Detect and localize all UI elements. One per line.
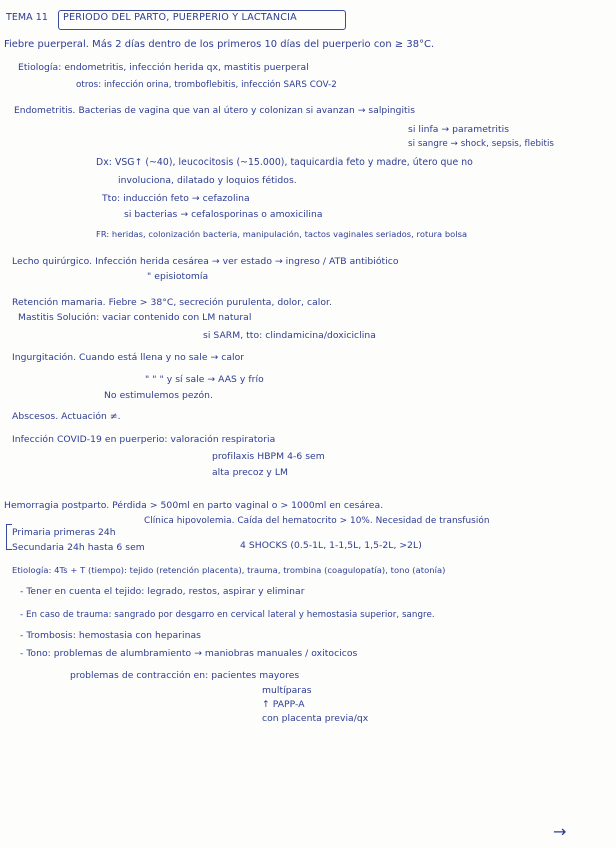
text-line: - Trombosis: hemostasia con heparinas (20, 630, 201, 641)
text-line: multíparas (262, 685, 312, 696)
text-line: Retención mamaria. Fiebre > 38°C, secreción purulenta, dolor, calor. (12, 297, 332, 308)
text-line: Etiología: endometritis, infección herida qx, mastitis puerperal (18, 62, 309, 73)
text-line: Endometritis. Bacterias de vagina que van al útero y colonizan si avanzan → salpingitis (14, 106, 416, 116)
tema-label: TEMA 11 (6, 12, 48, 23)
text-line: Tto: inducción feto → cefazolina (102, 193, 250, 204)
text-line: Ingurgitación. Cuando está llena y no sale → calor (12, 352, 245, 363)
text-line: Hemorragia postparto. Pérdida > 500ml en parto vaginal o > 1000ml en cesárea. (4, 500, 384, 511)
next-page-arrow-icon: → (553, 822, 567, 841)
text-line: Fiebre puerperal. Más 2 días dentro de los primeros 10 días del puerperio con ≥ 38°C. (4, 39, 435, 50)
text-line: 4 SHOCKS (0.5-1L, 1-1,5L, 1,5-2L, >2L) (240, 540, 422, 551)
text-line: - En caso de trauma: sangrado por desgarro en cervical lateral y hemostasia superior, sangre. (20, 610, 435, 620)
text-line: " episiotomía (147, 271, 209, 282)
text-line: si sangre → shock, sepsis, flebitis (408, 139, 554, 149)
text-line: " " " y sí sale → AAS y frío (145, 374, 264, 385)
text-line: Abscesos. Actuación ≠. (12, 411, 121, 422)
text-line: si SARM, tto: clindamicina/doxiciclina (203, 330, 376, 341)
text-line: Mastitis Solución: vaciar contenido con LM natural (18, 312, 252, 323)
text-line: con placenta previa/qx (262, 713, 369, 724)
text-line: - Tono: problemas de alumbramiento → maniobras manuales / oxitocicos (20, 648, 358, 659)
text-line: alta precoz y LM (212, 467, 289, 478)
text-line: si linfa → parametritis (408, 124, 510, 135)
text-line: No estimulemos pezón. (104, 390, 213, 401)
text-line: otros: infección orina, tromboflebitis, infección SARS COV-2 (76, 80, 337, 90)
text-line: Secundaria 24h hasta 6 sem (12, 542, 145, 553)
text-line: Lecho quirúrgico. Infección herida cesárea → ver estado → ingreso / ATB antibiótico (12, 256, 399, 267)
text-line: ↑ PAPP-A (262, 699, 305, 710)
text-line: Clínica hipovolemia. Caída del hematocrito > 10%. Necesidad de transfusión (144, 516, 490, 526)
text-line: si bacterias → cefalosporinas o amoxicilina (124, 209, 323, 220)
text-line: profilaxis HBPM 4-6 sem (212, 451, 325, 462)
text-line: Primaria primeras 24h (12, 527, 116, 538)
text-line: problemas de contracción en: pacientes mayores (70, 670, 300, 681)
text-line: Etiología: 4Ts + T (tiempo): tejido (retención placenta), trauma, trombina (coagulopatía), tono (atonía) (12, 565, 446, 575)
text-line: Dx: VSG↑ (~40), leucocitosis (~15.000), taquicardia feto y madre, útero que no (96, 157, 473, 168)
text-line: FR: heridas, colonización bacteria, manipulación, tactos vaginales seriados, rotura bolsa (96, 229, 468, 239)
text-line: involuciona, dilatado y loquios fétidos. (118, 175, 297, 186)
text-line: Infección COVID-19 en puerperio: valoración respiratoria (12, 434, 276, 445)
page-title: PERIODO DEL PARTO, PUERPERIO Y LACTANCIA (63, 12, 297, 23)
text-line: - Tener en cuenta el tejido: legrado, restos, aspirar y eliminar (20, 586, 305, 597)
